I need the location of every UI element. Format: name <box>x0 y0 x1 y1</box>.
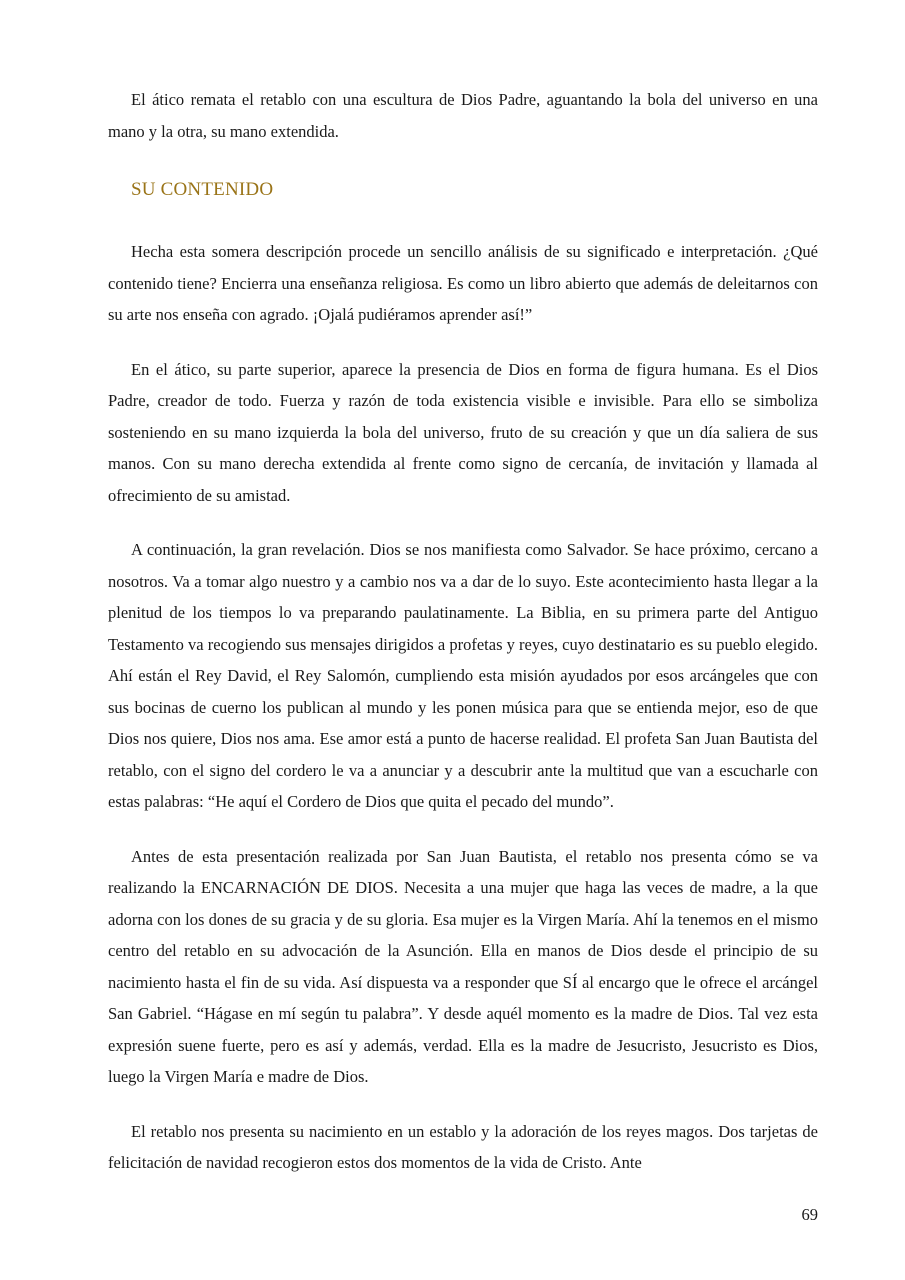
paragraph-encarnacion: Antes de esta presentación realizada por San Juan Bautista, el retablo nos presenta cómo se va realizando la ENCARNACIÓN DE DIOS. Necesita a una mujer que haga las veces de madre, a la que adorna con los dones de su gracia y de su gloria. Esa mujer es la Virgen María. Ahí la tenemos en el mismo centro del retablo en su advocación de la Asunción. Ella en manos de Dios desde el principio de su nacimiento hasta el fin de su vida. Así dispuesta va a responder que SÍ al encargo que le ofrece el arcángel San Gabriel. “Hágase en mí según tu palabra”. Y desde aquél momento es la madre de Dios. Tal vez esta expresión suene fuerte, pero es así y además, verdad. Ella es la madre de Jesucristo, Jesucristo es Dios, luego la Virgen María e madre de Dios. <box>108 846 818 1086</box>
paragraph-nacimiento: El retablo nos presenta su nacimiento en un establo y la adoración de los reyes magos. Dos tarjetas de felicitación de navidad recogieron estos dos momentos de la vida de Cristo. Ante <box>108 1121 818 1172</box>
section-heading-su-contenido: SU CONTENIDO <box>131 179 274 200</box>
paragraph-atico-intro: El ático remata el retablo con una escultura de Dios Padre, aguantando la bola del universo en una mano y la otra, su mano extendida. <box>108 90 818 141</box>
paragraph-revelacion: A continuación, la gran revelación. Dios se nos manifiesta como Salvador. Se hace próximo, cercano a nosotros. Va a tomar algo nuestro y a cambio nos va a dar de lo suyo. Este acontecimiento hasta llegar a la plenitud de los tiempos lo va preparando paulatinamente. La Biblia, en su primera parte del Antiguo Testamento va recogiendo sus mensajes dirigidos a profetas y reyes, cuyo destinatario es su pueblo elegido. Ahí están el Rey David, el Rey Salomón, cumpliendo esta misión ayudados por esos arcángeles que con sus bocinas de cuerno los publican al mundo y les ponen música para que se entienda mejor, eso de que Dios nos quiere, Dios nos ama. Ese amor está a punto de hacerse realidad. El profeta San Juan Bautista del retablo, con el signo del cordero le va a anunciar y a descubrir ante la multitud que van a escucharle con estas palabras: “He aquí el Cordero de Dios que quita el pecado del mundo”. <box>108 540 818 811</box>
page-number: 69 <box>801 1205 818 1224</box>
paragraph-dios-padre: En el ático, su parte superior, aparece la presencia de Dios en forma de figura humana. Es el Dios Padre, creador de todo. Fuerza y razón de toda existencia visible e invisible. Para ello se simboliza sosteniendo en su mano izquierda la bola del universo, fruto de su creación y que un día saliera de sus manos. Con su mano derecha extendida al frente como signo de cercanía, de invitación y llamada al ofrecimiento de su amistad. <box>108 359 818 505</box>
paragraph-descripcion: Hecha esta somera descripción procede un sencillo análisis de su significado e interpretación. ¿Qué contenido tiene? Encierra una enseñanza religiosa. Es como un libro abierto que además de deleitarnos con su arte nos enseña con agrado. ¡Ojalá pudiéramos aprender así!” <box>108 242 818 324</box>
document-body <box>108 84 818 1202</box>
